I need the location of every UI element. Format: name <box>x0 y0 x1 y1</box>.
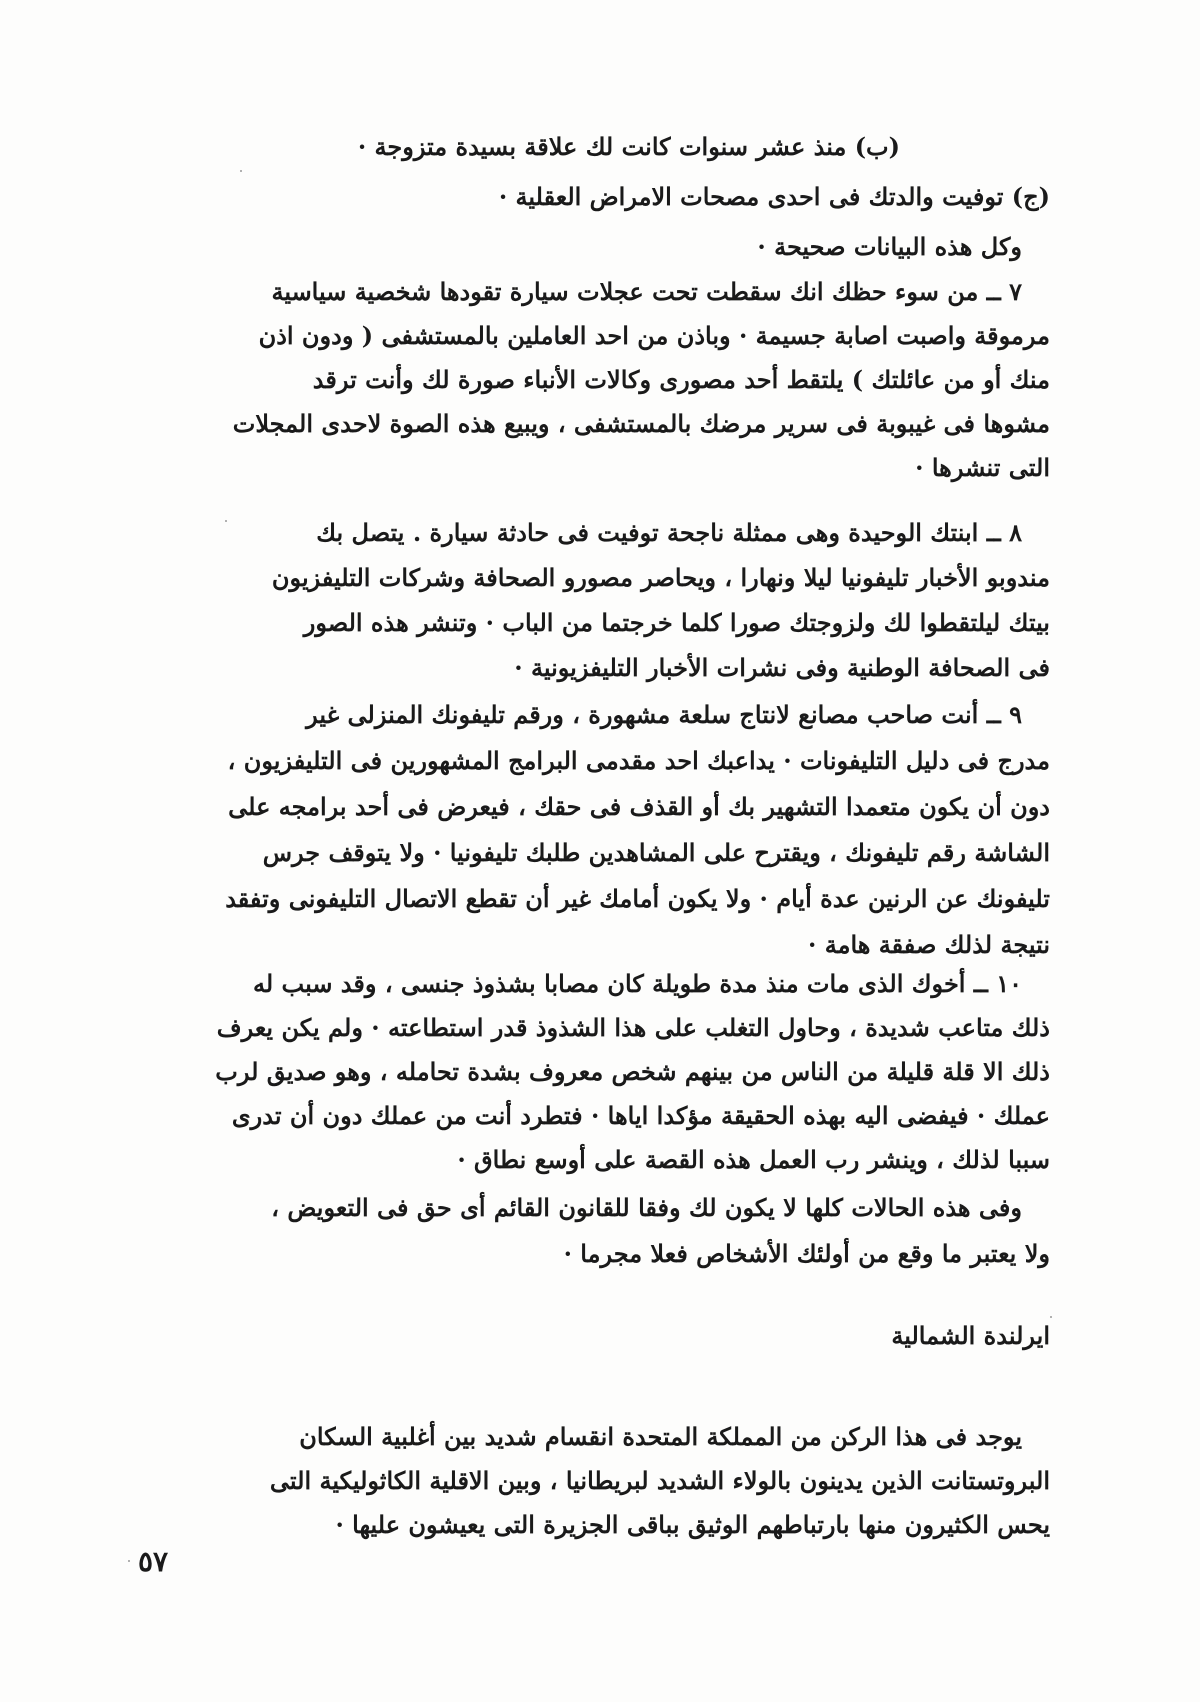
paragraph-9-line: ٩ ــ أنت صاحب مصانع لانتاج سلعة مشهورة ، ورقم تليفونك المنزلى غير <box>306 700 1022 729</box>
page-number: ٥٧ <box>138 1545 169 1578</box>
paragraph-7 <box>150 270 1050 490</box>
items-summary: وكل هذه البيانات صحيحة · <box>757 232 1022 261</box>
section-intro-line: يوجد فى هذا الركن من المملكة المتحدة انقسام شديد بين أغلبية السكان <box>299 1422 1022 1451</box>
paragraph-10-line: عملك · فيفضى اليه بهذه الحقيقة مؤكدا اياها · فتطرد أنت من عملك دون أن تدرى <box>231 1101 1050 1130</box>
paragraph-10-line: ١٠ ــ أخوك الذى مات منذ مدة طويلة كان مصابا بشذوذ جنسى ، وقد سبب له <box>253 969 1022 998</box>
scan-speck <box>1050 1316 1052 1318</box>
item-b: (ب) منذ عشر سنوات كانت لك علاقة بسيدة متزوجة · <box>357 132 900 161</box>
paragraph-8-line: بيتك ليلتقطوا لك ولزوجتك صورا كلما خرجتما من الباب · وتنشر هذه الصور <box>303 608 1050 637</box>
paragraph-10 <box>150 962 1050 1182</box>
paragraph-8-line: فى الصحافة الوطنية وفى نشرات الأخبار التليفزيونية · <box>514 653 1050 682</box>
paragraph-9 <box>150 692 1050 968</box>
section-intro-line: يحس الكثيرون منها بارتباطهم الوثيق بباقى الجزيرة التى يعيشون عليها · <box>335 1510 1050 1539</box>
conclusion-line: ولا يعتبر ما وقع من أولئك الأشخاص فعلا مجرما · <box>563 1239 1050 1268</box>
paragraph-9-line: نتيجة لذلك صفقة هامة · <box>808 930 1050 959</box>
item-c: (ج) توفيت والدتك فى احدى مصحات الامراض العقلية · <box>498 182 1050 211</box>
paragraph-7-line: مشوها فى غيبوبة فى سرير مرضك بالمستشفى ، ويبيع هذه الصوة لاحدى المجلات <box>232 409 1050 438</box>
section-heading: ايرلندة الشمالية <box>891 1321 1050 1350</box>
paragraph-8-line: مندوبو الأخبار تليفونيا ليلا ونهارا ، ويحاصر مصورو الصحافة وشركات التليفزيون <box>271 563 1050 592</box>
section-intro-line: البروتستانت الذين يدينون بالولاء الشديد لبريطانيا ، وبين الاقلية الكاثوليكية التى <box>269 1466 1050 1495</box>
scan-speck <box>225 520 227 522</box>
paragraph-10-line: ذلك الا قلة قليلة من الناس من بينهم شخص معروف بشدة تحامله ، وهو صديق لرب <box>215 1057 1050 1086</box>
scan-speck <box>240 170 242 172</box>
paragraph-7-line: ٧ ــ من سوء حظك انك سقطت تحت عجلات سيارة تقودها شخصية سياسية <box>271 277 1022 306</box>
paragraph-9-line: الشاشة رقم تليفونك ، ويقترح على المشاهدين طلبك تليفونيا · ولا يتوقف جرس <box>262 838 1050 867</box>
paragraph-8-line: ٨ ــ ابنتك الوحيدة وهى ممثلة ناجحة توفيت فى حادثة سيارة . يتصل بك <box>316 518 1022 547</box>
paragraph-8 <box>150 510 1050 690</box>
paragraph-10-line: سببا لذلك ، وينشر رب العمل هذه القصة على أوسع نطاق · <box>457 1145 1050 1174</box>
paragraph-9-line: دون أن يكون متعمدا التشهير بك أو القذف فى حقك ، فيعرض فى أحد برامجه على <box>228 792 1050 821</box>
items-top-block <box>150 122 1050 272</box>
paragraph-7-line: مرموقة واصبت اصابة جسيمة · وباذن من احد العاملين بالمستشفى ( ودون اذن <box>258 321 1050 350</box>
paragraph-7-line: منك أو من عائلتك ) يلتقط أحد مصورى وكالات الأنباء صورة لك وأنت ترقد <box>312 365 1050 394</box>
section-intro-paragraph <box>150 1415 1050 1547</box>
paragraph-7-line: التى تنشرها · <box>915 453 1050 482</box>
conclusion-line: وفى هذه الحالات كلها لا يكون لك وفقا للقانون القائم أى حق فى التعويض ، <box>271 1193 1022 1222</box>
conclusion-paragraph <box>150 1185 1050 1277</box>
scan-speck <box>128 1560 130 1562</box>
paragraph-9-line: تليفونك عن الرنين عدة أيام · ولا يكون أمامك غير أن تقطع الاتصال التليفونى وتفقد <box>225 884 1050 913</box>
paragraph-9-line: مدرج فى دليل التليفونات · يداعبك احد مقدمى البرامج المشهورين فى التليفزيون ، <box>227 746 1050 775</box>
paragraph-10-line: ذلك متاعب شديدة ، وحاول التغلب على هذا الشذوذ قدر استطاعته · ولم يكن يعرف <box>216 1013 1050 1042</box>
